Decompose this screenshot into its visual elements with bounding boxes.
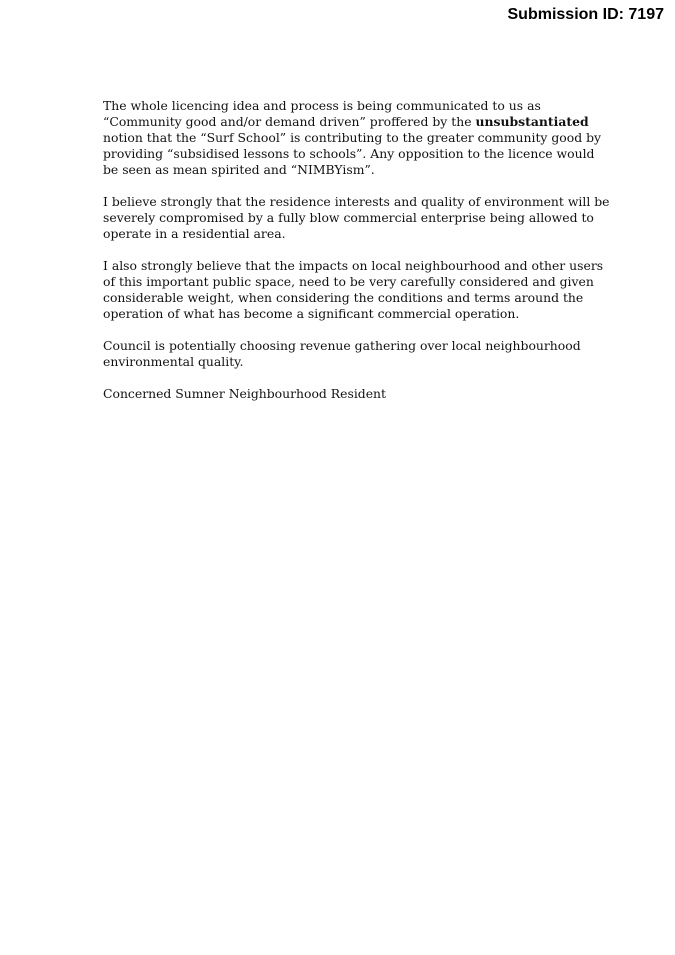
text-line: environmental quality. <box>103 354 244 369</box>
text-line: be seen as mean spirited and “NIMBYism”. <box>103 162 375 177</box>
text-line: Council is potentially choosing revenue gathering over local neighbourhood <box>103 338 581 353</box>
text-line: notion that the “Surf School” is contributing to the greater community good by <box>103 130 602 145</box>
paragraph-council <box>103 338 583 370</box>
submission-id-header <box>508 6 665 24</box>
emphasis-unsubstantiated: unsubstantiated <box>475 114 589 129</box>
paragraph-impacts <box>103 258 604 322</box>
text-line: The whole licencing idea and process is being communicated to us as <box>103 98 541 113</box>
text-line: of this important public space, need to be very carefully considered and given <box>103 274 594 289</box>
text-line: severely compromised by a fully blow commercial enterprise being allowed to <box>103 210 594 225</box>
text-line: operate in a residential area. <box>103 226 286 241</box>
paragraph-residence-interests <box>103 194 610 242</box>
text-line: considerable weight, when considering the conditions and terms around the <box>103 290 584 305</box>
text-line: operation of what has become a significant commercial operation. <box>103 306 520 321</box>
submission-id-label: Submission ID: <box>507 6 624 23</box>
text-line: I also strongly believe that the impacts on local neighbourhood and other users <box>103 258 604 273</box>
text-line: providing “subsidised lessons to schools”. Any opposition to the licence would <box>103 146 595 161</box>
signoff: Concerned Sumner Neighbourhood Resident <box>103 386 387 401</box>
text-line: I believe strongly that the residence interests and quality of environment will be <box>103 194 610 209</box>
text-line <box>103 114 589 130</box>
submission-id-value: 7197 <box>628 6 664 23</box>
text-segment: “Community good and/or demand driven” proffered by the <box>103 114 472 129</box>
paragraph-licencing <box>103 98 602 178</box>
letter-body <box>103 98 610 402</box>
